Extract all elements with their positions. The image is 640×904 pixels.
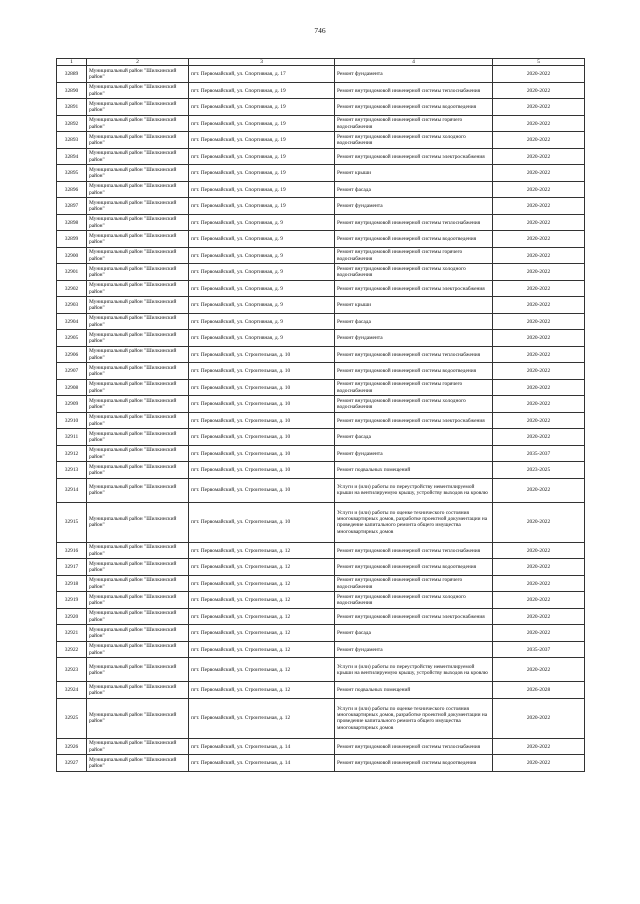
period-cell: 2020-2022 (493, 412, 585, 429)
period-cell: 2020-2022 (493, 66, 585, 83)
period-cell: 2020-2022 (493, 559, 585, 576)
period-cell: 2020-2022 (493, 608, 585, 625)
row-number-cell: 32895 (57, 165, 87, 182)
row-number-cell: 32919 (57, 592, 87, 609)
table-row (57, 214, 585, 231)
work-type-cell: Ремонт крыши (335, 297, 493, 314)
work-type-cell: Услуги и (или) работы по оценке технического состояния многоквартирных домов, разработке проектной документации на проведение капитального ремонта общего имущества многоквартирных домов (335, 698, 493, 738)
period-cell: 2020-2022 (493, 658, 585, 682)
period-cell: 2020-2022 (493, 148, 585, 165)
address-cell: пгт. Первомайский, ул. Спортивная, д. 19 (189, 181, 335, 198)
address-cell: пгт. Первомайский, ул. Строительная, д. 12 (189, 682, 335, 699)
row-number-cell: 32907 (57, 363, 87, 380)
work-type-cell: Ремонт фундамента (335, 198, 493, 215)
table-row (57, 66, 585, 83)
table-row (57, 478, 585, 502)
row-number-cell: 32909 (57, 396, 87, 413)
address-cell: пгт. Первомайский, ул. Строительная, д. 10 (189, 445, 335, 462)
work-type-cell: Ремонт внутридомовой инженерной системы горячего водоснабжения (335, 379, 493, 396)
municipality-cell: Муниципальный район "Шилкинский район" (87, 462, 189, 479)
address-cell: пгт. Первомайский, ул. Спортивная, д. 17 (189, 66, 335, 83)
municipality-cell: Муниципальный район "Шилкинский район" (87, 575, 189, 592)
municipality-cell: Муниципальный район "Шилкинский район" (87, 542, 189, 559)
table-row (57, 165, 585, 182)
row-number-cell: 32897 (57, 198, 87, 215)
table-row (57, 396, 585, 413)
period-cell: 2020-2022 (493, 132, 585, 149)
municipality-cell: Муниципальный район "Шилкинский район" (87, 346, 189, 363)
table-row (57, 608, 585, 625)
municipality-cell: Муниципальный район "Шилкинский район" (87, 132, 189, 149)
work-type-cell: Ремонт внутридомовой инженерной системы водоотведения (335, 363, 493, 380)
table-row (57, 181, 585, 198)
period-cell: 2020-2022 (493, 247, 585, 264)
period-cell: 2020-2022 (493, 330, 585, 347)
table-row (57, 575, 585, 592)
work-type-cell: Ремонт фасада (335, 181, 493, 198)
work-type-cell: Ремонт внутридомовой инженерной системы холодного водоснабжения (335, 132, 493, 149)
work-type-cell: Ремонт подвальных помещений (335, 462, 493, 479)
table-row (57, 148, 585, 165)
period-cell: 2020-2022 (493, 99, 585, 116)
row-number-cell: 32889 (57, 66, 87, 83)
period-cell: 2020-2022 (493, 575, 585, 592)
period-cell: 2023-2025 (493, 462, 585, 479)
period-cell: 2020-2022 (493, 214, 585, 231)
row-number-cell: 32892 (57, 115, 87, 132)
table-row (57, 99, 585, 116)
row-number-cell: 32921 (57, 625, 87, 642)
municipality-cell: Муниципальный район "Шилкинский район" (87, 658, 189, 682)
table-row (57, 462, 585, 479)
work-type-cell: Ремонт фундамента (335, 66, 493, 83)
row-number-cell: 32899 (57, 231, 87, 248)
municipality-cell: Муниципальный район "Шилкинский район" (87, 181, 189, 198)
municipality-cell: Муниципальный район "Шилкинский район" (87, 297, 189, 314)
address-cell: пгт. Первомайский, ул. Спортивная, д. 9 (189, 214, 335, 231)
row-number-cell: 32914 (57, 478, 87, 502)
period-cell: 2020-2022 (493, 396, 585, 413)
row-number-cell: 32911 (57, 429, 87, 446)
address-cell: пгт. Первомайский, ул. Строительная, д. 12 (189, 559, 335, 576)
address-cell: пгт. Первомайский, ул. Строительная, д. 10 (189, 412, 335, 429)
period-cell: 2020-2022 (493, 198, 585, 215)
period-cell: 2035-2037 (493, 445, 585, 462)
table-row (57, 445, 585, 462)
row-number-cell: 32915 (57, 502, 87, 542)
table-row (57, 682, 585, 699)
table-row (57, 247, 585, 264)
work-type-cell: Ремонт внутридомовой инженерной системы горячего водоснабжения (335, 247, 493, 264)
work-type-cell: Ремонт внутридомовой инженерной системы электроснабжения (335, 280, 493, 297)
address-cell: пгт. Первомайский, ул. Строительная, д. 12 (189, 575, 335, 592)
table-row (57, 115, 585, 132)
row-number-cell: 32927 (57, 755, 87, 772)
table-row (57, 132, 585, 149)
table-row (57, 658, 585, 682)
address-cell: пгт. Первомайский, ул. Строительная, д. 12 (189, 542, 335, 559)
municipality-cell: Муниципальный район "Шилкинский район" (87, 412, 189, 429)
address-cell: пгт. Первомайский, ул. Спортивная, д. 9 (189, 297, 335, 314)
header-cell: 5 (493, 59, 585, 66)
period-cell: 2020-2022 (493, 698, 585, 738)
municipality-cell: Муниципальный район "Шилкинский район" (87, 363, 189, 380)
work-type-cell: Ремонт внутридомовой инженерной системы холодного водоснабжения (335, 396, 493, 413)
municipality-cell: Муниципальный район "Шилкинский район" (87, 148, 189, 165)
table-row (57, 755, 585, 772)
row-number-cell: 32890 (57, 82, 87, 99)
municipality-cell: Муниципальный район "Шилкинский район" (87, 264, 189, 281)
period-cell: 2020-2022 (493, 755, 585, 772)
period-cell: 2020-2022 (493, 165, 585, 182)
page-number: 746 (314, 26, 326, 35)
period-cell: 2020-2022 (493, 502, 585, 542)
period-cell: 2020-2022 (493, 429, 585, 446)
period-cell: 2020-2022 (493, 181, 585, 198)
address-cell: пгт. Первомайский, ул. Строительная, д. 10 (189, 379, 335, 396)
row-number-cell: 32903 (57, 297, 87, 314)
address-cell: пгт. Первомайский, ул. Строительная, д. 10 (189, 396, 335, 413)
address-cell: пгт. Первомайский, ул. Строительная, д. 10 (189, 346, 335, 363)
work-type-cell: Ремонт фасада (335, 429, 493, 446)
work-type-cell: Ремонт крыши (335, 165, 493, 182)
municipality-cell: Муниципальный район "Шилкинский район" (87, 115, 189, 132)
table-row (57, 592, 585, 609)
address-cell: пгт. Первомайский, ул. Спортивная, д. 9 (189, 313, 335, 330)
row-number-cell: 32905 (57, 330, 87, 347)
work-type-cell: Ремонт фундамента (335, 330, 493, 347)
period-cell: 2020-2022 (493, 313, 585, 330)
address-cell: пгт. Первомайский, ул. Спортивная, д. 9 (189, 264, 335, 281)
table-row (57, 231, 585, 248)
municipality-cell: Муниципальный район "Шилкинский район" (87, 429, 189, 446)
municipality-cell: Муниципальный район "Шилкинский район" (87, 641, 189, 658)
address-cell: пгт. Первомайский, ул. Строительная, д. 12 (189, 641, 335, 658)
municipality-cell: Муниципальный район "Шилкинский район" (87, 738, 189, 755)
address-cell: пгт. Первомайский, ул. Спортивная, д. 19 (189, 198, 335, 215)
municipality-cell: Муниципальный район "Шилкинский район" (87, 82, 189, 99)
work-type-cell: Ремонт фундамента (335, 445, 493, 462)
address-cell: пгт. Первомайский, ул. Спортивная, д. 19 (189, 132, 335, 149)
period-cell: 2020-2022 (493, 625, 585, 642)
municipality-cell: Муниципальный район "Шилкинский район" (87, 198, 189, 215)
row-number-cell: 32923 (57, 658, 87, 682)
work-type-cell: Услуги и (или) работы по оценке технического состояния многоквартирных домов, разработке проектной документации на проведение капитального ремонта общего имущества многоквартирных домов (335, 502, 493, 542)
address-cell: пгт. Первомайский, ул. Строительная, д. 10 (189, 478, 335, 502)
municipality-cell: Муниципальный район "Шилкинский район" (87, 445, 189, 462)
work-type-cell: Ремонт внутридомовой инженерной системы теплоснабжения (335, 82, 493, 99)
work-type-cell: Ремонт фасада (335, 313, 493, 330)
period-cell: 2026-2028 (493, 682, 585, 699)
municipality-cell: Муниципальный район "Шилкинский район" (87, 330, 189, 347)
row-number-cell: 32924 (57, 682, 87, 699)
work-type-cell: Ремонт внутридомовой инженерной системы водоотведения (335, 559, 493, 576)
row-number-cell: 32926 (57, 738, 87, 755)
work-type-cell: Ремонт внутридомовой инженерной системы горячего водоснабжения (335, 115, 493, 132)
table-row (57, 297, 585, 314)
table-row (57, 313, 585, 330)
row-number-cell: 32920 (57, 608, 87, 625)
work-type-cell: Ремонт внутридомовой инженерной системы холодного водоснабжения (335, 264, 493, 281)
work-type-cell: Ремонт внутридомовой инженерной системы водоотведения (335, 755, 493, 772)
municipality-cell: Муниципальный район "Шилкинский район" (87, 755, 189, 772)
municipality-cell: Муниципальный район "Шилкинский район" (87, 165, 189, 182)
address-cell: пгт. Первомайский, ул. Спортивная, д. 9 (189, 330, 335, 347)
table-row (57, 379, 585, 396)
municipality-cell: Муниципальный район "Шилкинский район" (87, 99, 189, 116)
work-type-cell: Ремонт внутридомовой инженерной системы электроснабжения (335, 148, 493, 165)
row-number-cell: 32902 (57, 280, 87, 297)
table-row (57, 346, 585, 363)
work-type-cell: Ремонт внутридомовой инженерной системы теплоснабжения (335, 214, 493, 231)
period-cell: 2020-2022 (493, 115, 585, 132)
period-cell: 2020-2022 (493, 82, 585, 99)
work-type-cell: Ремонт внутридомовой инженерной системы электроснабжения (335, 412, 493, 429)
address-cell: пгт. Первомайский, ул. Спортивная, д. 19 (189, 165, 335, 182)
row-number-cell: 32913 (57, 462, 87, 479)
table-row (57, 502, 585, 542)
municipality-cell: Муниципальный район "Шилкинский район" (87, 247, 189, 264)
header-cell: 1 (57, 59, 87, 66)
municipality-cell: Муниципальный район "Шилкинский район" (87, 502, 189, 542)
municipality-cell: Муниципальный район "Шилкинский район" (87, 559, 189, 576)
row-number-cell: 32900 (57, 247, 87, 264)
row-number-cell: 32898 (57, 214, 87, 231)
municipality-cell: Муниципальный район "Шилкинский район" (87, 396, 189, 413)
row-number-cell: 32894 (57, 148, 87, 165)
address-cell: пгт. Первомайский, ул. Спортивная, д. 9 (189, 280, 335, 297)
period-cell: 2020-2022 (493, 297, 585, 314)
address-cell: пгт. Первомайский, ул. Строительная, д. 12 (189, 658, 335, 682)
period-cell: 2020-2022 (493, 346, 585, 363)
work-type-cell: Ремонт внутридомовой инженерной системы водоотведения (335, 231, 493, 248)
address-cell: пгт. Первомайский, ул. Строительная, д. 14 (189, 738, 335, 755)
period-cell: 2020-2022 (493, 478, 585, 502)
address-cell: пгт. Первомайский, ул. Строительная, д. 12 (189, 625, 335, 642)
work-type-cell: Ремонт фасада (335, 625, 493, 642)
address-cell: пгт. Первомайский, ул. Спортивная, д. 19 (189, 148, 335, 165)
period-cell: 2020-2022 (493, 738, 585, 755)
work-type-cell: Ремонт внутридомовой инженерной системы холодного водоснабжения (335, 592, 493, 609)
table-row (57, 198, 585, 215)
work-type-cell: Ремонт внутридомовой инженерной системы горячего водоснабжения (335, 575, 493, 592)
work-type-cell: Ремонт внутридомовой инженерной системы теплоснабжения (335, 738, 493, 755)
work-type-cell: Ремонт внутридомовой инженерной системы теплоснабжения (335, 542, 493, 559)
row-number-cell: 32925 (57, 698, 87, 738)
row-number-cell: 32917 (57, 559, 87, 576)
municipality-cell: Муниципальный район "Шилкинский район" (87, 625, 189, 642)
header-cell: 4 (335, 59, 493, 66)
work-type-cell: Ремонт внутридомовой инженерной системы электроснабжения (335, 608, 493, 625)
row-number-cell: 32891 (57, 99, 87, 116)
table-row (57, 625, 585, 642)
table-row (57, 412, 585, 429)
table-row (57, 559, 585, 576)
work-type-cell: Ремонт фундамента (335, 641, 493, 658)
municipality-cell: Муниципальный район "Шилкинский район" (87, 379, 189, 396)
address-cell: пгт. Первомайский, ул. Строительная, д. 12 (189, 592, 335, 609)
municipality-cell: Муниципальный район "Шилкинский район" (87, 698, 189, 738)
header-cell: 3 (189, 59, 335, 66)
address-cell: пгт. Первомайский, ул. Спортивная, д. 19 (189, 99, 335, 116)
municipality-cell: Муниципальный район "Шилкинский район" (87, 231, 189, 248)
row-number-cell: 32918 (57, 575, 87, 592)
work-type-cell: Ремонт внутридомовой инженерной системы водоотведения (335, 99, 493, 116)
period-cell: 2035-2037 (493, 641, 585, 658)
table-row (57, 264, 585, 281)
address-cell: пгт. Первомайский, ул. Строительная, д. 12 (189, 698, 335, 738)
table-row (57, 330, 585, 347)
table-row (57, 698, 585, 738)
work-type-cell: Услуги и (или) работы по переустройству невентилируемой крыши на вентилируемую крышу, устройству выходов на кровлю (335, 658, 493, 682)
row-number-cell: 32916 (57, 542, 87, 559)
row-number-cell: 32922 (57, 641, 87, 658)
municipality-cell: Муниципальный район "Шилкинский район" (87, 280, 189, 297)
municipality-cell: Муниципальный район "Шилкинский район" (87, 478, 189, 502)
period-cell: 2020-2022 (493, 379, 585, 396)
row-number-cell: 32908 (57, 379, 87, 396)
table-row (57, 738, 585, 755)
work-type-cell: Услуги и (или) работы по переустройству невентилируемой крыши на вентилируемую крышу, устройству выходов на кровлю (335, 478, 493, 502)
address-cell: пгт. Первомайский, ул. Спортивная, д. 9 (189, 231, 335, 248)
period-cell: 2020-2022 (493, 542, 585, 559)
row-number-cell: 32901 (57, 264, 87, 281)
table-row (57, 280, 585, 297)
address-cell: пгт. Первомайский, ул. Строительная, д. 10 (189, 502, 335, 542)
period-cell: 2020-2022 (493, 264, 585, 281)
address-cell: пгт. Первомайский, ул. Строительная, д. 10 (189, 462, 335, 479)
table-row (57, 82, 585, 99)
table-header-row (57, 59, 585, 66)
address-cell: пгт. Первомайский, ул. Спортивная, д. 9 (189, 247, 335, 264)
period-cell: 2020-2022 (493, 231, 585, 248)
work-type-cell: Ремонт подвальных помещений (335, 682, 493, 699)
row-number-cell: 32912 (57, 445, 87, 462)
table-row (57, 542, 585, 559)
period-cell: 2020-2022 (493, 280, 585, 297)
table-row (57, 429, 585, 446)
period-cell: 2020-2022 (493, 363, 585, 380)
address-cell: пгт. Первомайский, ул. Строительная, д. 14 (189, 755, 335, 772)
address-cell: пгт. Первомайский, ул. Спортивная, д. 19 (189, 115, 335, 132)
row-number-cell: 32893 (57, 132, 87, 149)
row-number-cell: 32906 (57, 346, 87, 363)
municipality-cell: Муниципальный район "Шилкинский район" (87, 66, 189, 83)
work-type-cell: Ремонт внутридомовой инженерной системы теплоснабжения (335, 346, 493, 363)
municipality-cell: Муниципальный район "Шилкинский район" (87, 214, 189, 231)
municipality-cell: Муниципальный район "Шилкинский район" (87, 608, 189, 625)
address-cell: пгт. Первомайский, ул. Спортивная, д. 19 (189, 82, 335, 99)
row-number-cell: 32896 (57, 181, 87, 198)
header-cell: 2 (87, 59, 189, 66)
table-row (57, 363, 585, 380)
period-cell: 2020-2022 (493, 592, 585, 609)
municipality-cell: Муниципальный район "Шилкинский район" (87, 592, 189, 609)
municipality-cell: Муниципальный район "Шилкинский район" (87, 682, 189, 699)
row-number-cell: 32910 (57, 412, 87, 429)
address-cell: пгт. Первомайский, ул. Строительная, д. 12 (189, 608, 335, 625)
table-row (57, 641, 585, 658)
address-cell: пгт. Первомайский, ул. Строительная, д. 10 (189, 429, 335, 446)
row-number-cell: 32904 (57, 313, 87, 330)
municipality-cell: Муниципальный район "Шилкинский район" (87, 313, 189, 330)
capital-repair-table (56, 58, 585, 772)
address-cell: пгт. Первомайский, ул. Строительная, д. 10 (189, 363, 335, 380)
